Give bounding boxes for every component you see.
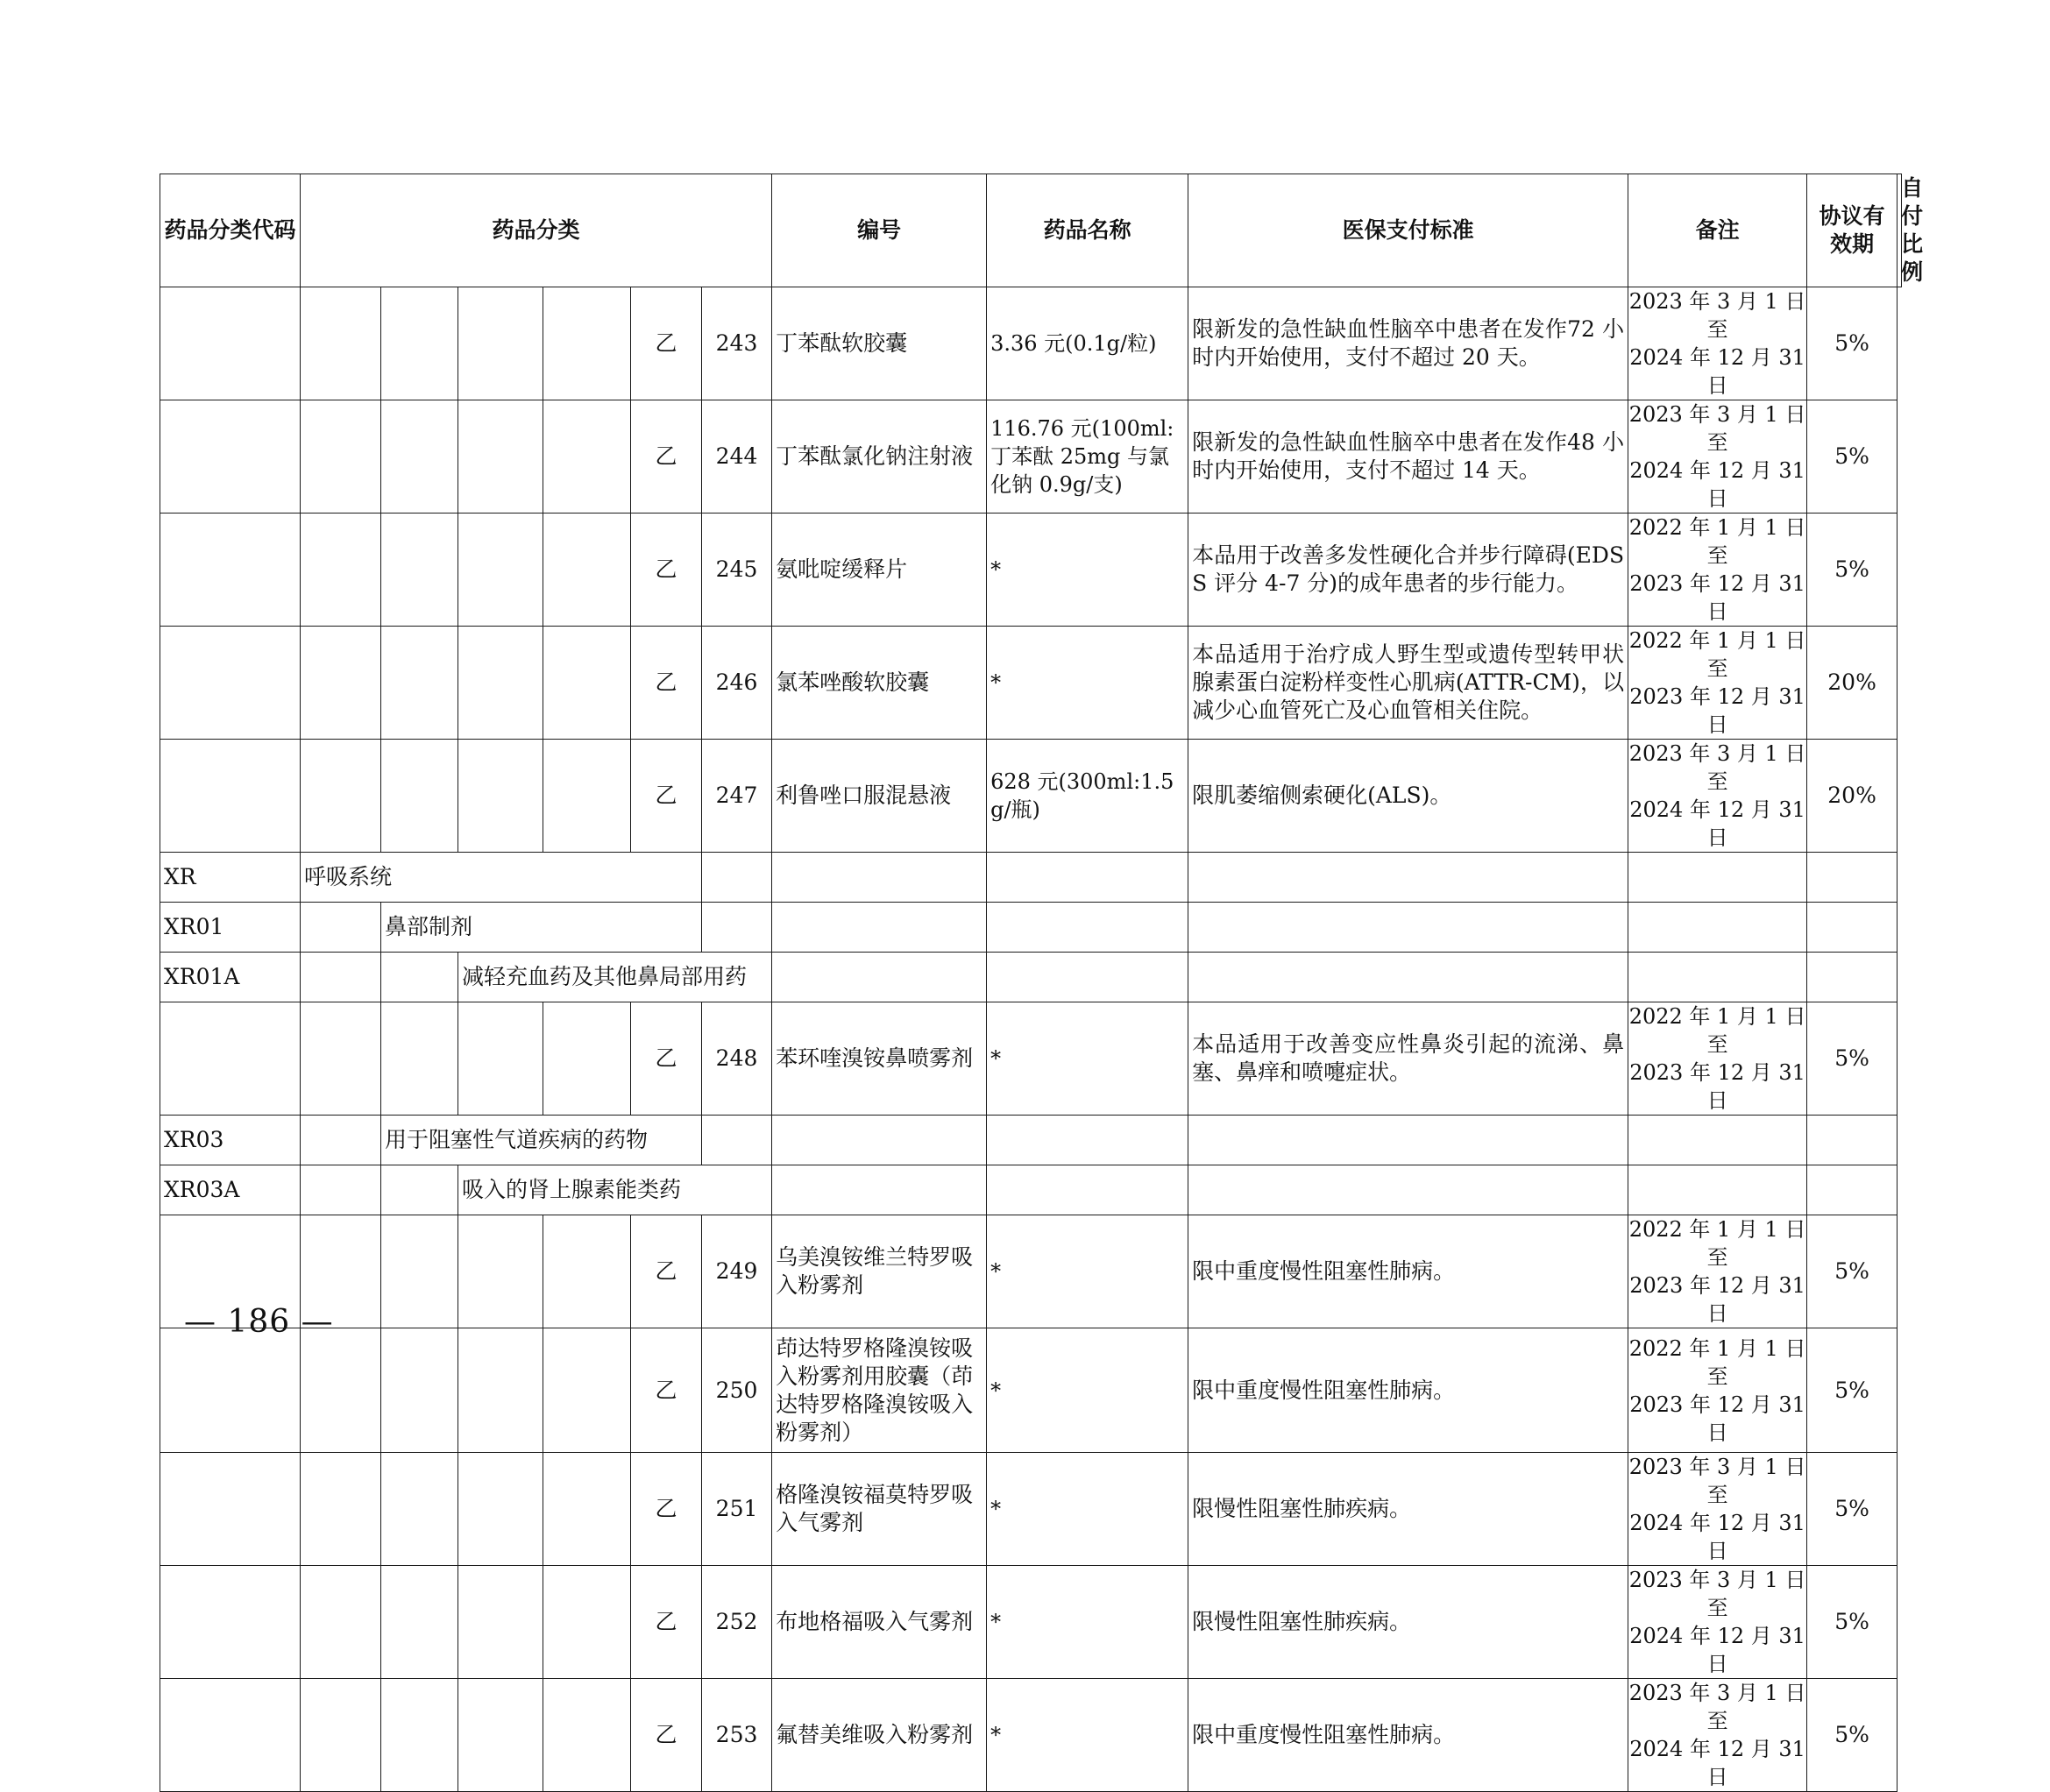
- drug-note: 限新发的急性缺血性脑卒中患者在发作72 小时内开始使用，支付不超过 20 天。: [1188, 287, 1628, 400]
- category-name-cell: [772, 1116, 987, 1165]
- drug-period: [1628, 740, 1807, 853]
- drug-code-cell: [160, 1328, 301, 1453]
- drug-number: 247: [702, 740, 772, 853]
- category-label: 呼吸系统: [301, 853, 702, 903]
- category-number-cell: [702, 1116, 772, 1165]
- drug-self-pay-ratio: 5%: [1807, 1215, 1897, 1328]
- drug-period: [1628, 1679, 1807, 1792]
- drug-note: 本品适用于治疗成人野生型或遗传型转甲状腺素蛋白淀粉样变性心肌病(ATTR-CM)，以减少心血管死亡及心血管相关住院。: [1188, 627, 1628, 740]
- drug-number: 253: [702, 1679, 772, 1792]
- category-level-3-cell: [458, 1002, 543, 1116]
- category-standard-cell: [987, 1165, 1188, 1215]
- drug-catalog-table: [160, 174, 1924, 1792]
- category-level-1-cell: [301, 627, 381, 740]
- drug-self-pay-ratio: 5%: [1807, 1566, 1897, 1679]
- category-period-cell: [1628, 953, 1807, 1002]
- category-note-cell: [1188, 1165, 1628, 1215]
- period-end: 2023 年 12 月 31 日: [1629, 571, 1805, 624]
- drug-row: [160, 740, 1902, 853]
- drug-row: [160, 1679, 1902, 1792]
- drug-payment-standard: *: [987, 1566, 1188, 1679]
- drug-period: [1628, 400, 1807, 514]
- category-label: 减轻充血药及其他鼻局部用药: [458, 953, 772, 1002]
- category-ratio-cell: [1807, 953, 1897, 1002]
- category-note-cell: [1188, 853, 1628, 903]
- drug-payment-standard: 628 元(300ml:1.5g/瓶): [987, 740, 1188, 853]
- drug-row: [160, 287, 1902, 400]
- drug-note: 限慢性阻塞性肺疾病。: [1188, 1566, 1628, 1679]
- category-note-cell: [1188, 1116, 1628, 1165]
- drug-row: [160, 1328, 1902, 1453]
- drug-row: [160, 514, 1902, 627]
- drug-name: 格隆溴铵福莫特罗吸入气雾剂: [772, 1453, 987, 1566]
- category-level-4-cell: [543, 1002, 631, 1116]
- category-level-4-cell: [543, 514, 631, 627]
- category-level-4-cell: [543, 1328, 631, 1453]
- drug-period: [1628, 1328, 1807, 1453]
- category-level-4-cell: [543, 1453, 631, 1566]
- category-level-4-cell: [543, 627, 631, 740]
- drug-name: 利鲁唑口服混悬液: [772, 740, 987, 853]
- drug-self-pay-ratio: 5%: [1807, 1002, 1897, 1116]
- category-level-2-cell: [381, 1328, 458, 1453]
- drug-row: [160, 1566, 1902, 1679]
- category-standard-cell: [987, 853, 1188, 903]
- category-level-1-cell: [301, 400, 381, 514]
- category-row: [160, 1116, 1902, 1165]
- category-level-3-cell: [458, 627, 543, 740]
- period-start: 2023 年 3 月 1 日至: [1628, 741, 1806, 794]
- category-standard-cell: [987, 1116, 1188, 1165]
- drug-name: 氟替美维吸入粉雾剂: [772, 1679, 987, 1792]
- category-level-2-cell: [381, 1453, 458, 1566]
- header-standard: 医保支付标准: [1188, 174, 1628, 287]
- category-level-4-cell: [543, 1215, 631, 1328]
- drug-number: 243: [702, 287, 772, 400]
- drug-note: 限中重度慢性阻塞性肺病。: [1188, 1215, 1628, 1328]
- category-level-2-cell: [381, 1679, 458, 1792]
- drug-payment-standard: *: [987, 514, 1188, 627]
- category-standard-cell: [987, 953, 1188, 1002]
- category-code: XR03A: [160, 1165, 301, 1215]
- category-level-2-cell: [381, 400, 458, 514]
- category-spacer: [381, 1165, 458, 1215]
- header-ratio: 自付比例: [1897, 174, 1902, 287]
- category-level-4-cell: [543, 1679, 631, 1792]
- drug-name: 丁苯酞软胶囊: [772, 287, 987, 400]
- category-period-cell: [1628, 853, 1807, 903]
- category-level-1-cell: [301, 1566, 381, 1679]
- category-row: [160, 953, 1902, 1002]
- drug-payment-standard: *: [987, 1453, 1188, 1566]
- category-row: [160, 853, 1902, 903]
- category-spacer: [301, 1165, 381, 1215]
- drug-grade: 乙: [631, 740, 702, 853]
- drug-grade: 乙: [631, 1679, 702, 1792]
- category-code: XR01A: [160, 953, 301, 1002]
- category-row: [160, 903, 1902, 953]
- drug-number: 244: [702, 400, 772, 514]
- drug-code-cell: [160, 1453, 301, 1566]
- drug-grade: 乙: [631, 1328, 702, 1453]
- category-number-cell: [702, 853, 772, 903]
- header-number: 编号: [772, 174, 987, 287]
- category-name-cell: [772, 903, 987, 953]
- drug-code-cell: [160, 1002, 301, 1116]
- period-end: 2023 年 12 月 31 日: [1629, 1273, 1805, 1326]
- category-number-cell: [702, 903, 772, 953]
- category-code: XR: [160, 853, 301, 903]
- drug-grade: 乙: [631, 627, 702, 740]
- drug-self-pay-ratio: 5%: [1807, 1453, 1897, 1566]
- drug-payment-standard: *: [987, 627, 1188, 740]
- category-name-cell: [772, 853, 987, 903]
- category-ratio-cell: [1807, 903, 1897, 953]
- period-start: 2023 年 3 月 1 日至: [1628, 1455, 1806, 1507]
- period-start: 2023 年 3 月 1 日至: [1628, 1681, 1806, 1733]
- category-level-4-cell: [543, 740, 631, 853]
- period-start: 2022 年 1 月 1 日至: [1628, 628, 1806, 681]
- drug-grade: 乙: [631, 287, 702, 400]
- drug-period: [1628, 287, 1807, 400]
- header-category: 药品分类: [301, 174, 772, 287]
- category-level-2-cell: [381, 1215, 458, 1328]
- category-level-2-cell: [381, 740, 458, 853]
- category-label: 用于阻塞性气道疾病的药物: [381, 1116, 702, 1165]
- category-note-cell: [1188, 953, 1628, 1002]
- drug-code-cell: [160, 1679, 301, 1792]
- table-body: [160, 287, 1902, 1792]
- drug-self-pay-ratio: 5%: [1807, 1328, 1897, 1453]
- period-end: 2024 年 12 月 31 日: [1629, 1511, 1805, 1563]
- header-name: 药品名称: [987, 174, 1188, 287]
- drug-name: 氨吡啶缓释片: [772, 514, 987, 627]
- drug-code-cell: [160, 1566, 301, 1679]
- drug-number: 246: [702, 627, 772, 740]
- drug-payment-standard: *: [987, 1215, 1188, 1328]
- drug-name: 乌美溴铵维兰特罗吸入粉雾剂: [772, 1215, 987, 1328]
- category-level-1-cell: [301, 287, 381, 400]
- drug-row: [160, 1002, 1902, 1116]
- category-level-3-cell: [458, 514, 543, 627]
- header-row: [160, 174, 1902, 287]
- drug-note: 限中重度慢性阻塞性肺病。: [1188, 1328, 1628, 1453]
- drug-name: 氯苯唑酸软胶囊: [772, 627, 987, 740]
- drug-name: 苯环喹溴铵鼻喷雾剂: [772, 1002, 987, 1116]
- drug-self-pay-ratio: 20%: [1807, 740, 1897, 853]
- drug-period: [1628, 1215, 1807, 1328]
- category-level-3-cell: [458, 740, 543, 853]
- drug-row: [160, 400, 1902, 514]
- drug-payment-standard: *: [987, 1002, 1188, 1116]
- drug-period: [1628, 1002, 1807, 1116]
- drug-number: 249: [702, 1215, 772, 1328]
- category-level-1-cell: [301, 740, 381, 853]
- period-start: 2022 年 1 月 1 日至: [1628, 1335, 1806, 1389]
- category-label: 鼻部制剂: [381, 903, 702, 953]
- page-number: — 186 —: [184, 1304, 334, 1340]
- category-level-2-cell: [381, 1002, 458, 1116]
- drug-note: 本品用于改善多发性硬化合并步行障碍(EDSS 评分 4-7 分)的成年患者的步行能力。: [1188, 514, 1628, 627]
- category-spacer: [301, 1116, 381, 1165]
- category-period-cell: [1628, 1165, 1807, 1215]
- category-level-1-cell: [301, 514, 381, 627]
- drug-self-pay-ratio: 5%: [1807, 514, 1897, 627]
- drug-number: 248: [702, 1002, 772, 1116]
- drug-code-cell: [160, 627, 301, 740]
- period-end: 2023 年 12 月 31 日: [1629, 684, 1805, 737]
- category-ratio-cell: [1807, 1165, 1897, 1215]
- category-name-cell: [772, 1165, 987, 1215]
- category-level-1-cell: [301, 1328, 381, 1453]
- drug-row: [160, 627, 1902, 740]
- period-end: 2024 年 12 月 31 日: [1629, 1737, 1805, 1789]
- category-level-3-cell: [458, 400, 543, 514]
- category-standard-cell: [987, 903, 1188, 953]
- category-note-cell: [1188, 903, 1628, 953]
- header-period: 协议有效期: [1807, 174, 1897, 287]
- period-end: 2023 年 12 月 31 日: [1629, 1060, 1805, 1113]
- period-start: 2023 年 3 月 1 日至: [1628, 289, 1806, 342]
- drug-row: [160, 1453, 1902, 1566]
- drug-note: 限慢性阻塞性肺疾病。: [1188, 1453, 1628, 1566]
- drug-code-cell: [160, 400, 301, 514]
- header-code: 药品分类代码: [160, 174, 301, 287]
- drug-period: [1628, 1566, 1807, 1679]
- category-level-4-cell: [543, 400, 631, 514]
- drug-number: 245: [702, 514, 772, 627]
- drug-grade: 乙: [631, 1002, 702, 1116]
- category-level-3-cell: [458, 1215, 543, 1328]
- period-start: 2023 年 3 月 1 日至: [1628, 1568, 1806, 1620]
- drug-payment-standard: *: [987, 1328, 1188, 1453]
- drug-note: 限肌萎缩侧索硬化(ALS)。: [1188, 740, 1628, 853]
- period-end: 2024 年 12 月 31 日: [1629, 458, 1805, 511]
- drug-name: 丁苯酞氯化钠注射液: [772, 400, 987, 514]
- drug-period: [1628, 514, 1807, 627]
- drug-number: 251: [702, 1453, 772, 1566]
- category-level-2-cell: [381, 627, 458, 740]
- category-period-cell: [1628, 903, 1807, 953]
- category-spacer: [301, 903, 381, 953]
- category-ratio-cell: [1807, 853, 1897, 903]
- period-end: 2023 年 12 月 31 日: [1629, 1392, 1805, 1445]
- drug-name: 布地格福吸入气雾剂: [772, 1566, 987, 1679]
- drug-payment-standard: *: [987, 1679, 1188, 1792]
- drug-grade: 乙: [631, 1453, 702, 1566]
- category-spacer: [301, 953, 381, 1002]
- category-spacer: [381, 953, 458, 1002]
- drug-name: 茚达特罗格隆溴铵吸入粉雾剂用胶囊（茚达特罗格隆溴铵吸入粉雾剂）: [772, 1328, 987, 1453]
- category-period-cell: [1628, 1116, 1807, 1165]
- category-level-3-cell: [458, 1328, 543, 1453]
- period-start: 2023 年 3 月 1 日至: [1628, 402, 1806, 455]
- category-label: 吸入的肾上腺素能类药: [458, 1165, 772, 1215]
- header-note: 备注: [1628, 174, 1807, 287]
- category-level-1-cell: [301, 1453, 381, 1566]
- category-name-cell: [772, 953, 987, 1002]
- category-level-1-cell: [301, 1679, 381, 1792]
- drug-grade: 乙: [631, 400, 702, 514]
- drug-code-cell: [160, 740, 301, 853]
- drug-self-pay-ratio: 5%: [1807, 1679, 1897, 1792]
- category-level-2-cell: [381, 514, 458, 627]
- category-level-3-cell: [458, 1679, 543, 1792]
- category-ratio-cell: [1807, 1116, 1897, 1165]
- category-level-2-cell: [381, 1566, 458, 1679]
- drug-grade: 乙: [631, 1566, 702, 1679]
- category-level-4-cell: [543, 1566, 631, 1679]
- drug-number: 252: [702, 1566, 772, 1679]
- drug-payment-standard: 3.36 元(0.1g/粒): [987, 287, 1188, 400]
- drug-note: 本品适用于改善变应性鼻炎引起的流涕、鼻塞、鼻痒和喷嚏症状。: [1188, 1002, 1628, 1116]
- drug-code-cell: [160, 287, 301, 400]
- category-level-3-cell: [458, 1453, 543, 1566]
- drug-row: [160, 1215, 1902, 1328]
- drug-self-pay-ratio: 20%: [1807, 627, 1897, 740]
- drug-grade: 乙: [631, 514, 702, 627]
- drug-grade: 乙: [631, 1215, 702, 1328]
- category-code: XR01: [160, 903, 301, 953]
- drug-code-cell: [160, 514, 301, 627]
- drug-self-pay-ratio: 5%: [1807, 287, 1897, 400]
- category-level-2-cell: [381, 287, 458, 400]
- period-end: 2024 年 12 月 31 日: [1629, 797, 1805, 850]
- category-code: XR03: [160, 1116, 301, 1165]
- drug-self-pay-ratio: 5%: [1807, 400, 1897, 514]
- period-start: 2022 年 1 月 1 日至: [1628, 1217, 1806, 1270]
- category-level-4-cell: [543, 287, 631, 400]
- category-row: [160, 1165, 1902, 1215]
- drug-number: 250: [702, 1328, 772, 1453]
- drug-period: [1628, 627, 1807, 740]
- category-level-3-cell: [458, 1566, 543, 1679]
- period-start: 2022 年 1 月 1 日至: [1628, 1004, 1806, 1057]
- drug-note: 限中重度慢性阻塞性肺病。: [1188, 1679, 1628, 1792]
- drug-payment-standard: 116.76 元(100ml:丁苯酞 25mg 与氯化钠 0.9g/支): [987, 400, 1188, 514]
- category-level-1-cell: [301, 1002, 381, 1116]
- period-end: 2024 年 12 月 31 日: [1629, 345, 1805, 398]
- drug-period: [1628, 1453, 1807, 1566]
- period-end: 2024 年 12 月 31 日: [1629, 1624, 1805, 1676]
- period-start: 2022 年 1 月 1 日至: [1628, 515, 1806, 568]
- drug-note: 限新发的急性缺血性脑卒中患者在发作48 小时内开始使用，支付不超过 14 天。: [1188, 400, 1628, 514]
- category-level-3-cell: [458, 287, 543, 400]
